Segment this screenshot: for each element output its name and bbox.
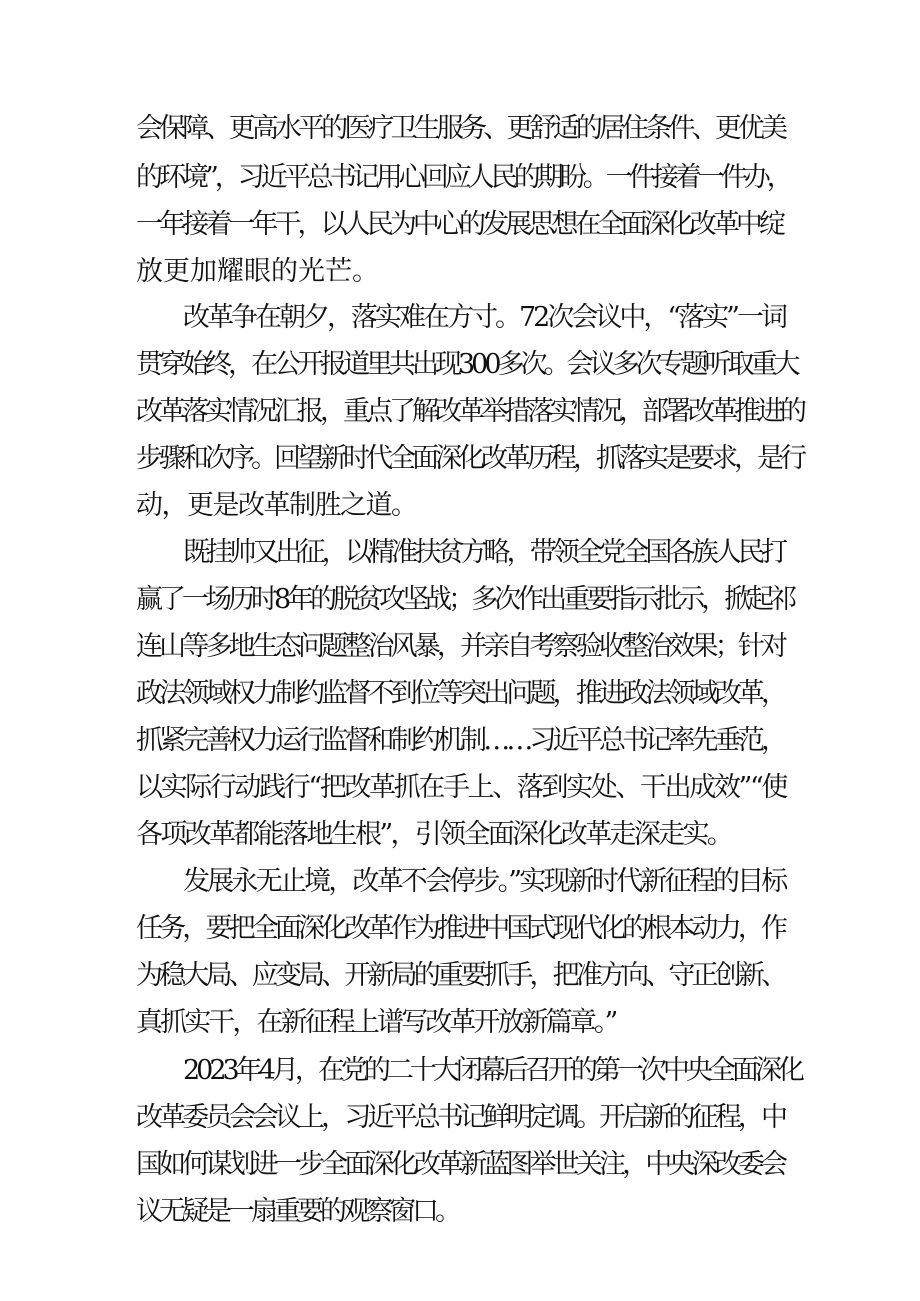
- text-line: 改革委员会会议上，习近平总书记鲜明定调。开启新的征程，中: [136, 1102, 785, 1133]
- text-line: 政法领域权力制约监督不到位等突出问题，推进政法领域改革，: [136, 678, 785, 709]
- text-line: 各项改革都能落地生根”，引领全面深化改革走深走实。: [136, 819, 732, 850]
- text-line: 发展永无止境，改革不会停步。”实现新时代新征程的目标: [183, 866, 786, 897]
- text-line: 抓紧完善权力运行监督和制约机制……习近平总书记率先垂范，: [136, 725, 785, 756]
- text-line: 连山等多地生态问题整治风暴，并亲自考察验收整治效果；针对: [136, 631, 785, 662]
- text-line: 改革争在朝夕，落实难在方寸。72次会议中，“落实”一词: [183, 302, 785, 333]
- text-line: 国如何谋划进一步全面深化改革新蓝图举世关注，中央深改委会: [136, 1149, 785, 1180]
- text-line: 为稳大局、应变局、开新局的重要抓手，把准方向、守正创新、: [136, 960, 785, 991]
- text-line: 贯穿始终，在公开报道里共出现300多次。会议多次专题听取重大: [136, 349, 797, 380]
- text-line: 真抓实干，在新征程上谱写改革开放新篇章。”: [136, 1007, 616, 1038]
- text-line: 一年接着一年干，以人民为中心的发展思想在全面深化改革中绽: [136, 209, 783, 240]
- text-line: 任务，要把全面深化改革作为推进中国式现代化的根本动力，作: [136, 913, 785, 944]
- text-line: 会保障、更高水平的医疗卫生服务、更舒适的居住条件、更优美: [136, 113, 785, 144]
- text-line: 动，更是改革制胜之道。: [136, 490, 417, 521]
- text-line: 放更加耀眼的光芒。: [136, 256, 379, 287]
- text-line: 步骤和次序。回望新时代全面深化改革历程，抓落实是要求，是行: [136, 443, 803, 474]
- text-line: 议无疑是一扇重要的观察窗口。: [136, 1196, 458, 1227]
- text-line: 赢了一场历时8年的脱贫攻坚战；多次作出重要指示批示，掀起祁: [136, 584, 794, 615]
- text-line: 改革落实情况汇报，重点了解改革举措落实情况，部署改革推进的: [136, 396, 803, 427]
- text-line: 既挂帅又出征，以精准扶贫方略，带领全党全国各族人民打: [183, 537, 785, 568]
- text-line: 2023年4月，在党的二十大闭幕后召开的第一次中央全面深化: [183, 1055, 801, 1086]
- text-line: 以实际行动践行“把改革抓在手上、落到实处、干出成效”“使: [136, 772, 787, 803]
- text-line: 的环境”，习近平总书记用心回应人民的期盼。一件接着一件办，: [136, 162, 790, 193]
